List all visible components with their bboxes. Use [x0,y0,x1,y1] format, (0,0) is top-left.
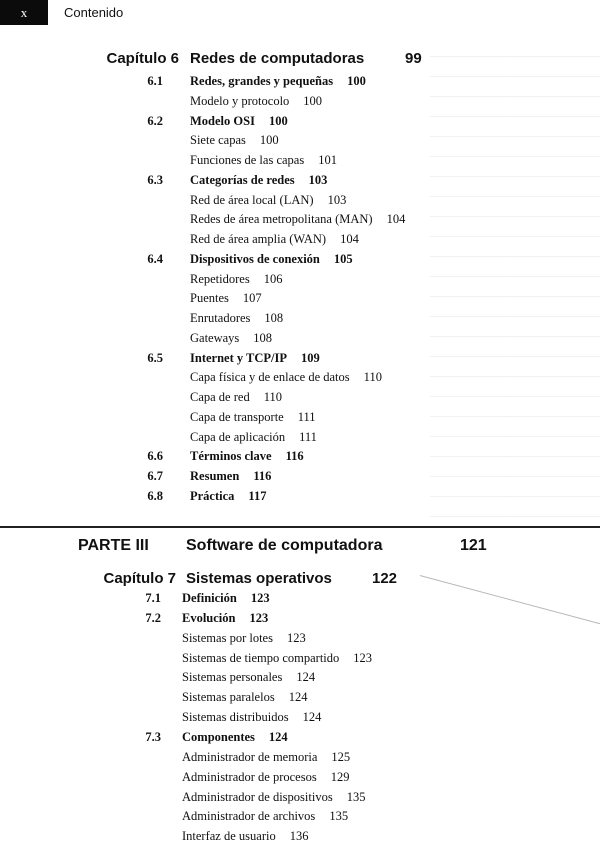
section-number: 6.6 [147,449,163,464]
subsection-page: 124 [288,690,308,705]
subsection-page: 129 [330,769,350,784]
subsection-page: 104 [386,212,406,227]
subsection-title: Funciones de las capas [190,153,305,167]
subsection-page: 101 [318,153,337,167]
section-title: Evolución [182,610,236,625]
subsection-entry [182,770,349,785]
subsection-title: Administrador de procesos [182,769,317,784]
subsection-entry [182,829,308,844]
subsection-entry [190,390,282,405]
subsection-title: Modelo y protocolo [190,93,290,108]
section-page: 116 [285,449,304,464]
subsection-title: Capa de transporte [190,409,284,424]
chapter-6-title: Redes de computadoras [190,50,365,67]
section-entry [182,611,268,626]
subsection-entry [190,291,262,306]
section-title: Términos clave [190,449,272,464]
section-number: 7.1 [145,591,161,605]
section-entry [190,469,271,484]
subsection-title: Interfaz de usuario [182,829,276,844]
section-number: 6.5 [147,350,163,365]
subsection-page: 136 [289,829,309,844]
subsection-title: Siete capas [190,133,246,148]
subsection-page: 100 [303,93,323,108]
subsection-entry [182,670,315,685]
subsection-page: 124 [296,670,316,685]
subsection-page: 111 [297,409,316,424]
subsection-entry [190,272,282,287]
subsection-page: 110 [263,390,282,404]
section-number: 6.1 [147,74,163,88]
part-label: PARTE III [78,537,149,554]
section-number: 6.4 [147,251,163,266]
subsection-page: 123 [353,650,373,665]
section-entry [190,114,288,129]
subsection-page: 100 [259,133,279,148]
page-number-box: x [0,0,48,25]
section-title: Modelo OSI [190,113,255,128]
subsection-entry [190,94,322,109]
subsection-title: Administrador de memoria [182,749,318,764]
page-header [0,0,600,30]
section-entry [190,449,304,464]
subsection-page: 111 [299,429,317,444]
section-page: 105 [333,251,353,266]
subsection-title: Administrador de dispositivos [182,789,333,804]
section-page: 124 [268,729,288,744]
section-number: 7.3 [145,729,161,744]
section-entry [190,351,320,366]
subsection-page: 123 [286,630,306,645]
subsection-entry [182,690,307,705]
subsection-page: 135 [346,789,366,804]
subsection-entry [182,750,350,765]
section-title: Resumen [190,469,240,483]
subsection-page: 103 [327,192,347,207]
subsection-title: Red de área amplia (WAN) [190,232,327,246]
section-number: 7.2 [145,610,161,625]
section-entry [182,591,270,606]
section-title: Definición [182,591,237,605]
subsection-entry [182,631,306,646]
section-entry [190,173,327,188]
section-number: 6.8 [147,488,163,503]
chapter-6-page: 99 [405,50,422,67]
subsection-entry [182,790,365,805]
subsection-page: 108 [264,311,284,325]
subsection-title: Administrador de archivos [182,809,316,824]
section-entry [190,252,353,267]
part-title: Software de computadora [186,537,383,554]
subsection-entry [190,153,337,168]
part-divider-rule [0,526,600,528]
subsection-title: Sistemas paralelos [182,690,275,705]
subsection-entry [182,809,348,824]
subsection-entry [182,651,372,666]
subsection-entry [190,331,272,346]
section-page: 123 [249,610,269,625]
subsection-title: Enrutadores [190,311,251,325]
subsection-entry [190,410,316,425]
subsection-page: 110 [363,370,382,385]
pencil-stroke [420,575,600,625]
subsection-title: Puentes [190,291,229,306]
section-title: Categorías de redes [190,172,295,187]
subsection-entry [190,370,382,385]
section-page: 109 [301,350,320,365]
subsection-title: Gateways [190,330,240,345]
section-entry [182,730,288,745]
subsection-page: 108 [253,330,273,345]
subsection-entry [190,193,346,208]
subsection-title: Capa de red [190,390,250,404]
subsection-page: 107 [242,291,262,306]
subsection-title: Sistemas personales [182,670,283,685]
chapter-7-title: Sistemas operativos [186,570,332,587]
subsection-page: 124 [302,710,322,725]
section-page: 117 [248,488,267,503]
section-page: 116 [253,469,272,483]
subsection-entry [190,133,279,148]
section-number: 6.7 [147,469,163,483]
section-entry [190,489,266,504]
running-title: Contenido [64,5,124,20]
section-title: Internet y TCP/IP [190,350,287,365]
section-page: 103 [308,172,328,187]
section-title: Componentes [182,729,255,744]
subsection-title: Capa física y de enlace de datos [190,370,350,385]
section-title: Dispositivos de conexión [190,251,320,266]
section-page: 100 [347,74,366,88]
section-page: 100 [268,113,288,128]
section-title: Práctica [190,488,235,503]
section-entry [190,74,366,89]
subsection-page: 106 [263,271,283,286]
subsection-entry [182,710,321,725]
subsection-page: 125 [331,749,351,764]
chapter-7-label: Capítulo 7 [103,570,176,587]
subsection-title: Repetidores [190,271,250,286]
section-number: 6.3 [147,172,163,187]
subsection-entry [190,232,359,247]
bleed-through-shadow [430,40,600,520]
subsection-entry [190,311,283,326]
subsection-entry [190,212,405,227]
subsection-title: Capa de aplicación [190,429,286,444]
part-page: 121 [460,537,487,554]
subsection-title: Sistemas distribuidos [182,710,289,725]
subsection-page: 135 [329,809,349,824]
subsection-page: 104 [340,232,359,246]
subsection-title: Red de área local (LAN) [190,192,314,207]
chapter-7-page: 122 [372,570,398,587]
subsection-title: Sistemas de tiempo compartido [182,650,340,665]
section-number: 6.2 [147,113,163,128]
section-title: Redes, grandes y pequeñas [190,74,334,88]
section-page: 123 [250,591,270,605]
chapter-6-label: Capítulo 6 [106,50,179,67]
subsection-title: Sistemas por lotes [182,630,273,645]
subsection-entry [190,430,317,445]
subsection-title: Redes de área metropolitana (MAN) [190,212,373,227]
